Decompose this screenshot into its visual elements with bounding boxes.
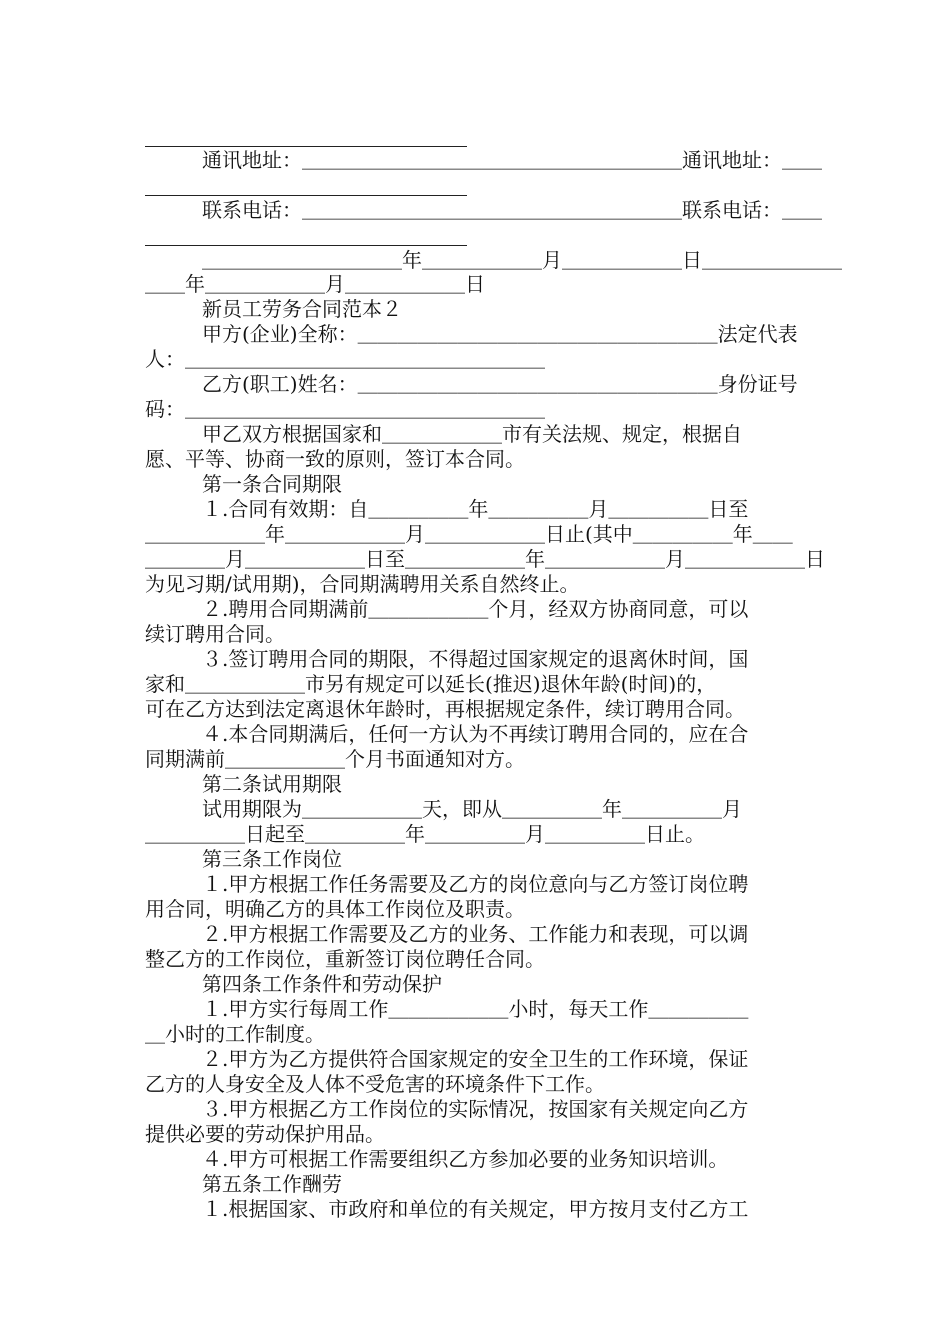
text-line: 整乙方的工作岗位，重新签订岗位聘任合同。 (145, 947, 545, 971)
text-line: 为见习期/试用期)，合同期满聘用关系自然终止。 (145, 572, 580, 596)
text-line: ２.聘用合同期满前＿＿＿＿＿＿个月，经双方协商同意，可以 (202, 597, 749, 621)
article-heading: 第四条工作条件和劳动保护 (202, 972, 442, 996)
text-line: ３.甲方根据乙方工作岗位的实际情况，按国家有关规定向乙方 (202, 1097, 749, 1121)
article-heading: 第三条工作岗位 (202, 847, 342, 871)
text-line: ＿＿年＿＿＿＿＿＿月＿＿＿＿＿＿日 (145, 272, 485, 296)
text-line: 乙方(职工)姓名：＿＿＿＿＿＿＿＿＿＿＿＿＿＿＿＿＿＿身份证号 (202, 372, 798, 396)
text-line: １.合同有效期：自＿＿＿＿＿年＿＿＿＿＿月＿＿＿＿＿日至 (202, 497, 749, 521)
text-line: 愿、平等、协商一致的原则，签订本合同。 (145, 447, 525, 471)
article-heading: 第二条试用期限 (202, 772, 342, 796)
article-heading: 第一条合同期限 (202, 472, 342, 496)
text-line: 联系电话：＿＿＿＿＿＿＿＿＿＿＿＿＿＿＿＿＿＿＿联系电话：＿＿ (202, 198, 822, 222)
text-line: 家和＿＿＿＿＿＿市另有规定可以延长(推迟)退休年龄(时间)的， (145, 672, 717, 696)
text-line: ＿＿＿＿＿＿年＿＿＿＿＿＿月＿＿＿＿＿＿日止(其中＿＿＿＿＿年＿＿ (145, 522, 793, 546)
signature-underline (145, 245, 467, 246)
text-line: １.甲方实行每周工作＿＿＿＿＿＿小时，每天工作＿＿＿＿＿ (202, 997, 749, 1021)
text-line: 人：＿＿＿＿＿＿＿＿＿＿＿＿＿＿＿＿＿＿ (145, 347, 545, 371)
text-line: 可在乙方达到法定离退休年龄时，再根据规定条件，续订聘用合同。 (145, 697, 745, 721)
text-line: ＿＿＿＿月＿＿＿＿＿＿日至＿＿＿＿＿＿年＿＿＿＿＿＿月＿＿＿＿＿＿日 (145, 547, 825, 571)
text-line: 同期满前＿＿＿＿＿＿个月书面通知对方。 (145, 747, 525, 771)
text-line: １.根据国家、市政府和单位的有关规定，甲方按月支付乙方工 (202, 1197, 749, 1221)
text-line: ＿＿＿＿＿＿＿＿＿＿年＿＿＿＿＿＿月＿＿＿＿＿＿日＿＿＿＿＿＿＿ (202, 248, 842, 272)
text-line: 提供必要的劳动保护用品。 (145, 1122, 385, 1146)
text-line: 续订聘用合同。 (145, 622, 285, 646)
text-line: 用合同，明确乙方的具体工作岗位及职责。 (145, 897, 525, 921)
text-line: ２.甲方根据工作需要及乙方的业务、工作能力和表现，可以调 (202, 922, 749, 946)
article-heading: 第五条工作酬劳 (202, 1172, 342, 1196)
text-line: 码：＿＿＿＿＿＿＿＿＿＿＿＿＿＿＿＿＿＿ (145, 397, 545, 421)
text-line: 乙方的人身安全及人体不受危害的环境条件下工作。 (145, 1072, 605, 1096)
text-line: ２.甲方为乙方提供符合国家规定的安全卫生的工作环境，保证 (202, 1047, 749, 1071)
text-line: 试用期限为＿＿＿＿＿＿天，即从＿＿＿＿＿年＿＿＿＿＿月 (202, 797, 742, 821)
section-title: 新员工劳务合同范本２ (202, 297, 402, 321)
text-line: ＿小时的工作制度。 (145, 1022, 325, 1046)
text-line: ４.本合同期满后，任何一方认为不再续订聘用合同的，应在合 (202, 722, 749, 746)
signature-underline (145, 146, 467, 147)
text-line: 通讯地址：＿＿＿＿＿＿＿＿＿＿＿＿＿＿＿＿＿＿＿通讯地址：＿＿ (202, 148, 822, 172)
text-line: ３.签订聘用合同的期限，不得超过国家规定的退离休时间，国 (202, 647, 749, 671)
text-line: ＿＿＿＿＿日起至＿＿＿＿＿年＿＿＿＿＿月＿＿＿＿＿日止。 (145, 822, 705, 846)
text-line: 甲方(企业)全称：＿＿＿＿＿＿＿＿＿＿＿＿＿＿＿＿＿＿法定代表 (202, 322, 798, 346)
signature-underline (145, 195, 467, 196)
text-line: 甲乙双方根据国家和＿＿＿＿＿＿市有关法规、规定，根据自 (202, 422, 742, 446)
text-line: ４.甲方可根据工作需要组织乙方参加必要的业务知识培训。 (202, 1147, 729, 1171)
text-line: １.甲方根据工作任务需要及乙方的岗位意向与乙方签订岗位聘 (202, 872, 749, 896)
